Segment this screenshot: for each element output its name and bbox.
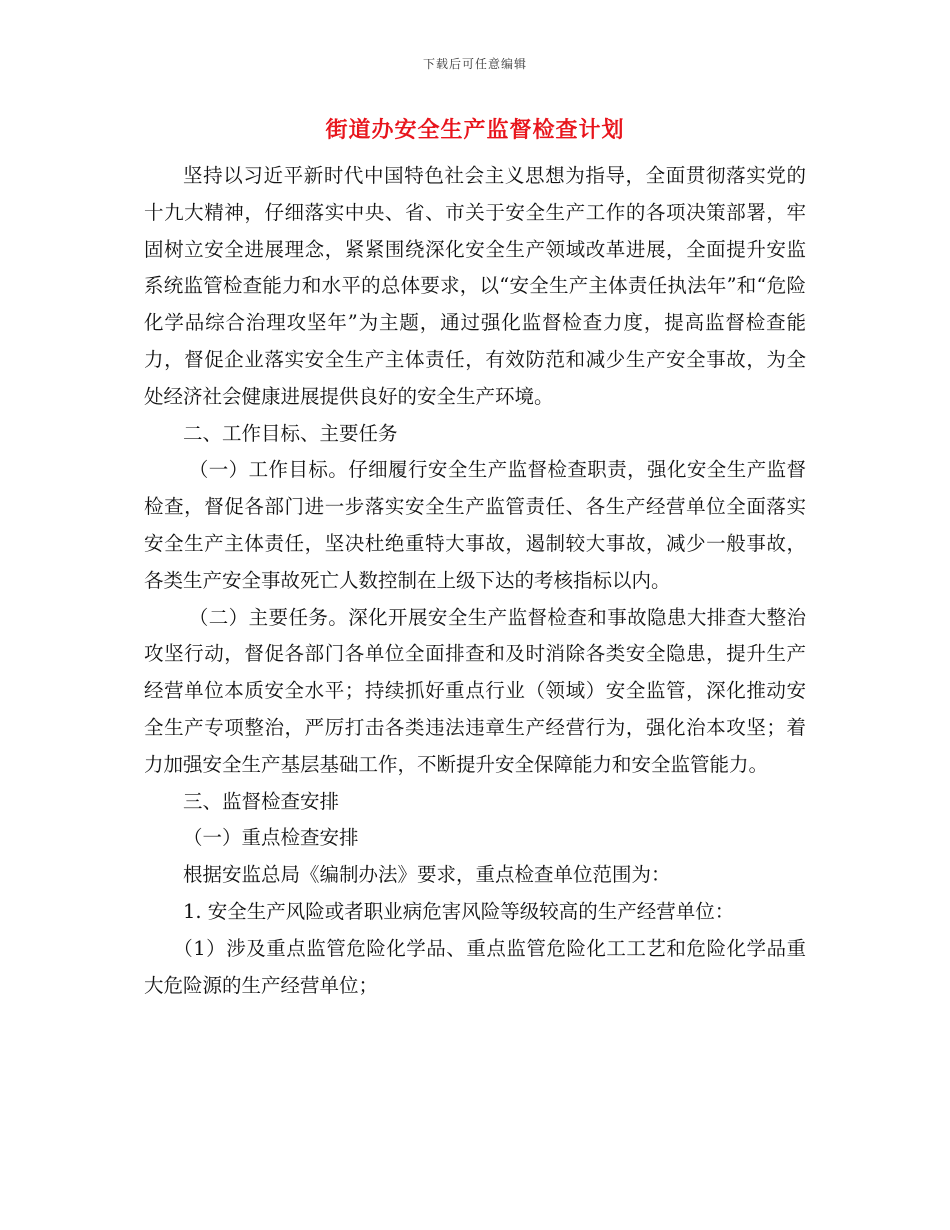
paragraph-intro: 坚持以习近平新时代中国特色社会主义思想为指导，全面贯彻落实党的十九大精神，仔细落实中央、省、市关于安全生产工作的各项决策部署，牢固树立安全进展理念，紧紧围绕深化安全生产领域改革进展，全面提升安监系统监管检查能力和水平的总体要求，以“安全生产主体责任执法年”和“危险化学品综合治理攻坚年”为主题，通过强化监督检查力度，提高监督检查能力，督促企业落实安全生产主体责任，有效防范和减少生产安全事故，为全处经济社会健康进展提供良好的安全生产环境。 [144, 164, 806, 408]
document-body [144, 158, 806, 1004]
header-note: 下载后可任意编辑 [422, 57, 527, 71]
paragraph-work-goal: （一）工作目标。仔细履行安全生产监督检查职责，强化安全生产监督检查，督促各部门进一步落实安全生产监管责任、各生产经营单位全面落实安全生产主体责任，坚决杜绝重特大事故，遏制较大事故，减少一般事故，各类生产安全事故死亡人数控制在上级下达的考核指标以内。 [144, 458, 806, 592]
section-heading-goals: 二、工作目标、主要任务 [183, 421, 398, 445]
paragraph-scope: 根据安监总局《编制办法》要求，重点检查单位范围为： [183, 863, 671, 887]
document-title: 街道办安全生产监督检查计划 [325, 117, 625, 143]
list-item-1: 1. 安全生产风险或者职业病危害风险等级较高的生产经营单位： [183, 899, 735, 923]
subsection-heading-key-inspection: （一）重点检查安排 [183, 826, 359, 850]
list-item-1-1: （1）涉及重点监管危险化学品、重点监管危险化工工艺和危险化学品重大危险源的生产经营单位； [144, 936, 806, 997]
paragraph-main-tasks: （二）主要任务。深化开展安全生产监督检查和事故隐患大排查大整治攻坚行动，督促各部门各单位全面排查和及时消除各类安全隐患，提升生产经营单位本质安全水平；持续抓好重点行业（领域）安全监管，深化推动安全生产专项整治，严厉打击各类违法违章生产经营行为，强化治本攻坚；着力加强安全生产基层基础工作，不断提升安全保障能力和安全监管能力。 [144, 605, 806, 776]
section-heading-inspection: 三、监督检查安排 [183, 789, 340, 813]
